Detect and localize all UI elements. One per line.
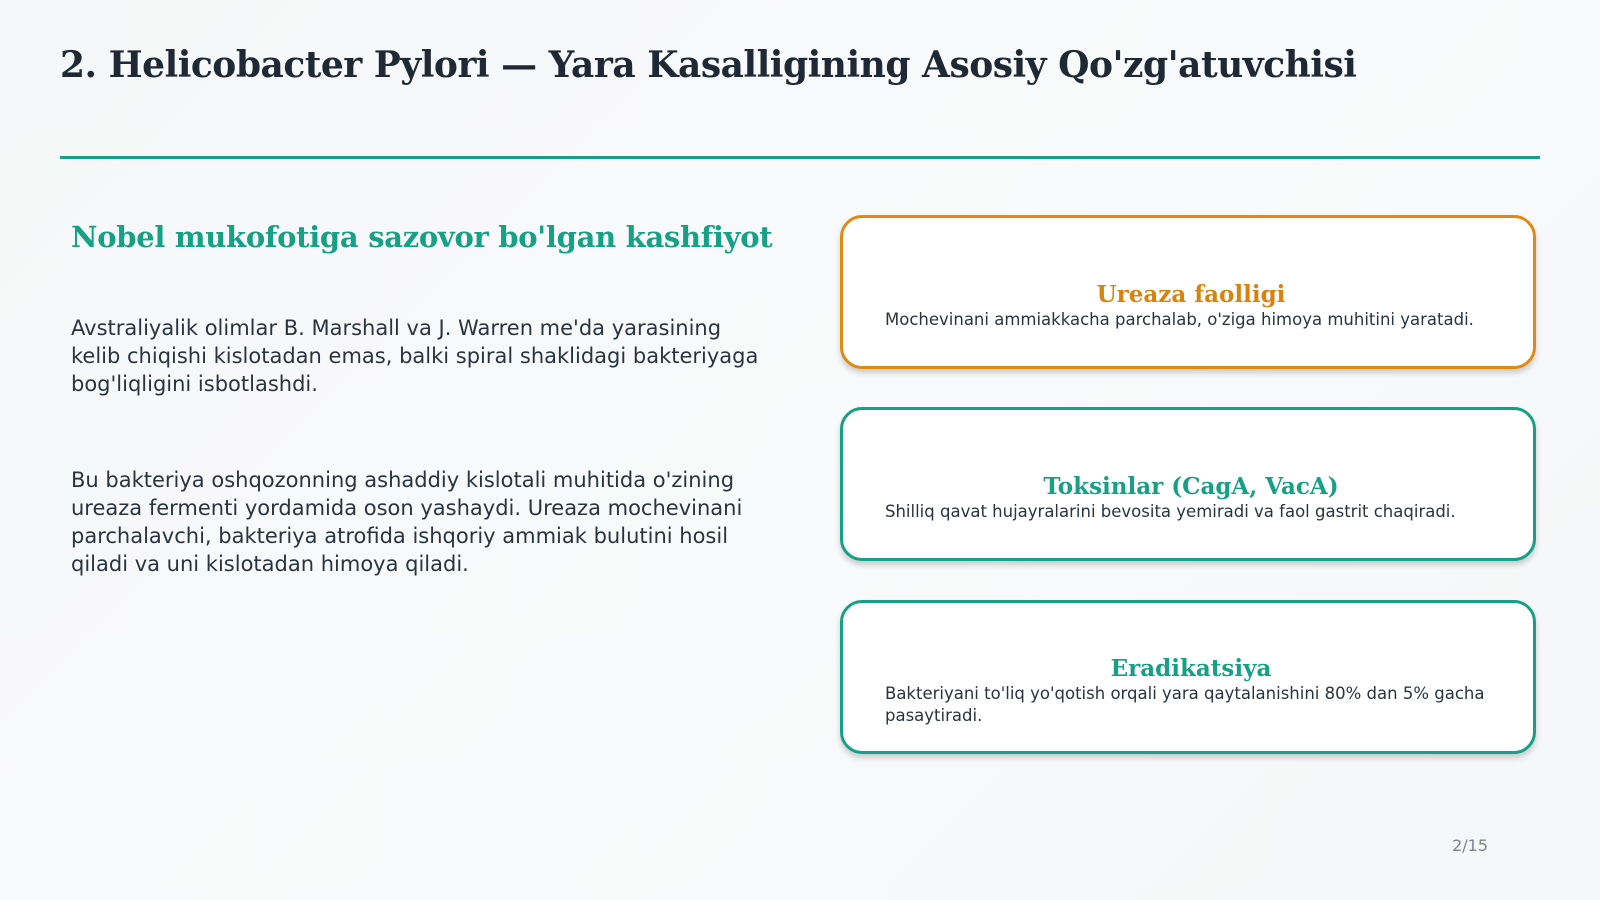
section-heading: Nobel mukofotiga sazovor bo'lgan kashfiyot xyxy=(71,220,773,254)
card-title: Eradikatsiya xyxy=(1110,655,1272,682)
card-text: Mochevinani ammiakkacha parchalab, o'ziga himoya muhitini yaratadi. xyxy=(885,310,1474,329)
card-title: Toksinlar (CagA, VacA) xyxy=(1043,473,1339,500)
page-number: 2/15 xyxy=(1452,836,1488,855)
card-toxins xyxy=(840,407,1536,561)
card-title: Ureaza faolligi xyxy=(1096,281,1286,308)
card-text: Bakteriyani to'liq yo'qotish orqali yara qaytalanishini 80% dan 5% gacha pasaytiradi. xyxy=(885,684,1485,725)
paragraph-urease: Bu bakteriya oshqozonning ashaddiy kislotali muhitida o'zining ureaza fermenti yordamida oson yashaydi. Ureaza mochevinani parchalavchi, bakteriya atrofida ishqoriy ammiak bulutini hosil qiladi va uni kislotadan himoya qiladi. xyxy=(71,468,743,576)
paragraph-discovery: Avstraliyalik olimlar B. Marshall va J. Warren me'da yarasining kelib chiqishi kislotadan emas, balki spiral shaklidagi bakteriyaga bog'liqligini isbotlashdi. xyxy=(71,316,759,396)
card-text: Shilliq qavat hujayralarini bevosita yemiradi va faol gastrit chaqiradi. xyxy=(885,502,1456,521)
card-urease-activity xyxy=(840,215,1536,369)
title-divider xyxy=(60,156,1540,159)
card-eradication xyxy=(840,600,1536,754)
slide-title: 2. Helicobacter Pylori — Yara Kasalligining Asosiy Qo'zg'atuvchisi xyxy=(60,44,1357,86)
